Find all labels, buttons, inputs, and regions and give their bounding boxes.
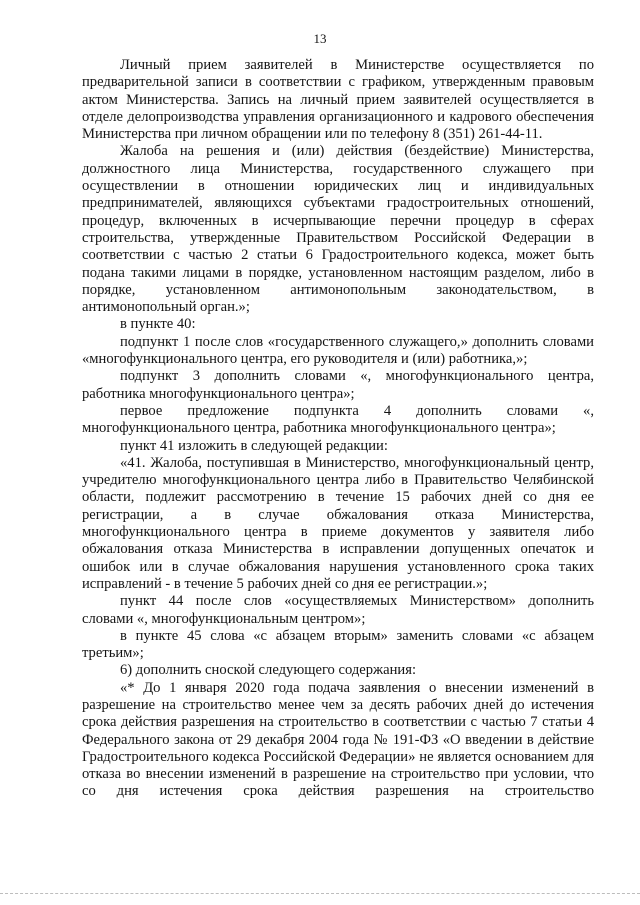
paragraph-subitem-3: подпункт 3 дополнить словами «, многофункционального центра, работника многофункционального центра»; (82, 368, 594, 402)
paragraph-footnote-intro: 6) дополнить сноской следующего содержания: (120, 662, 417, 679)
paragraph-complaint-procedure: Жалоба на решения и (или) действия (бездействие) Министерства, должностного лица Министерства, государственного служащего при осуществлении в отношении юридических лиц и индивидуальных предпринимателей, являющихся субъектами градостроительных отношений, процедур, включенных в исчерпывающие перечни процедур в сферах строительства, утвержденные Правительством Российской Федерации в соответствии с частью 2 статьи 6 Градостроительного кодекса, может быть подана такими лицами в порядке, установленном настоящим разделом, либо в порядке, установленном антимонопольным законодательством, в антимонопольный орган.»; (82, 143, 594, 316)
paragraph-item-41-text: «41. Жалоба, поступившая в Министерство, многофункциональный центр, учредителю многофункционального центра либо в Правительство Челябинской области, подлежит рассмотрению в течение 15 рабочих дней со дня ее регистрации, а в случае обжалования отказа Министерства, многофункционального центра в приеме документов у заявителя либо обжалования отказа Министерства в исправлении допущенных опечаток и ошибок или в случае обжалования нарушения установленного срока таких исправлений - в течение 5 рабочих дней со дня ее регистрации.»; (82, 454, 594, 592)
page-bottom-rule (0, 893, 640, 894)
paragraph-personal-reception: Личный прием заявителей в Министерстве осуществляется по предварительной записи в соответствии с графиком, утвержденным правовым актом Министерства. Запись на личный прием заявителей осуществляется в отделе делопроизводства управления организационного и кадрового обеспечения Министерства при личном обращении или по телефону 8 (351) 261-44-11. (82, 57, 594, 143)
paragraph-subitem-1: подпункт 1 после слов «государственного служащего,» дополнить словами «многофункционального центра, его руководителя и (или) работника,»; (82, 333, 594, 368)
paragraph-item-44: пункт 44 после слов «осуществляемых Министерством» дополнить словами «, многофункциональным центром»; (82, 593, 594, 627)
paragraph-item-45: в пункте 45 слова «с абзацем вторым» заменить словами «с абзацем третьим»; (82, 627, 594, 662)
paragraph-footnote-text: «* До 1 января 2020 года подача заявления о внесении изменений в разрешение на строительство менее чем за десять рабочих дней до истечения срока действия разрешения на строительство в соответствии с частью 7 статьи 4 Федерального закона от 29 декабря 2004 года № 191-ФЗ «О введении в действие Градостроительного кодекса Российской Федерации» не является основанием для отказа во внесении изменений в разрешение на строительство при условии, что со дня истечения срока действия разрешения на строительство (82, 679, 594, 800)
paragraph-subitem-4: первое предложение подпункта 4 дополнить словами «, многофункционального центра, работника многофункционального центра»; (82, 402, 594, 437)
paragraph-item-41-intro: пункт 41 изложить в следующей редакции: (120, 437, 388, 454)
document-body (82, 57, 594, 801)
page-number: 13 (313, 31, 327, 46)
paragraph-item-40: в пункте 40: (120, 316, 196, 333)
